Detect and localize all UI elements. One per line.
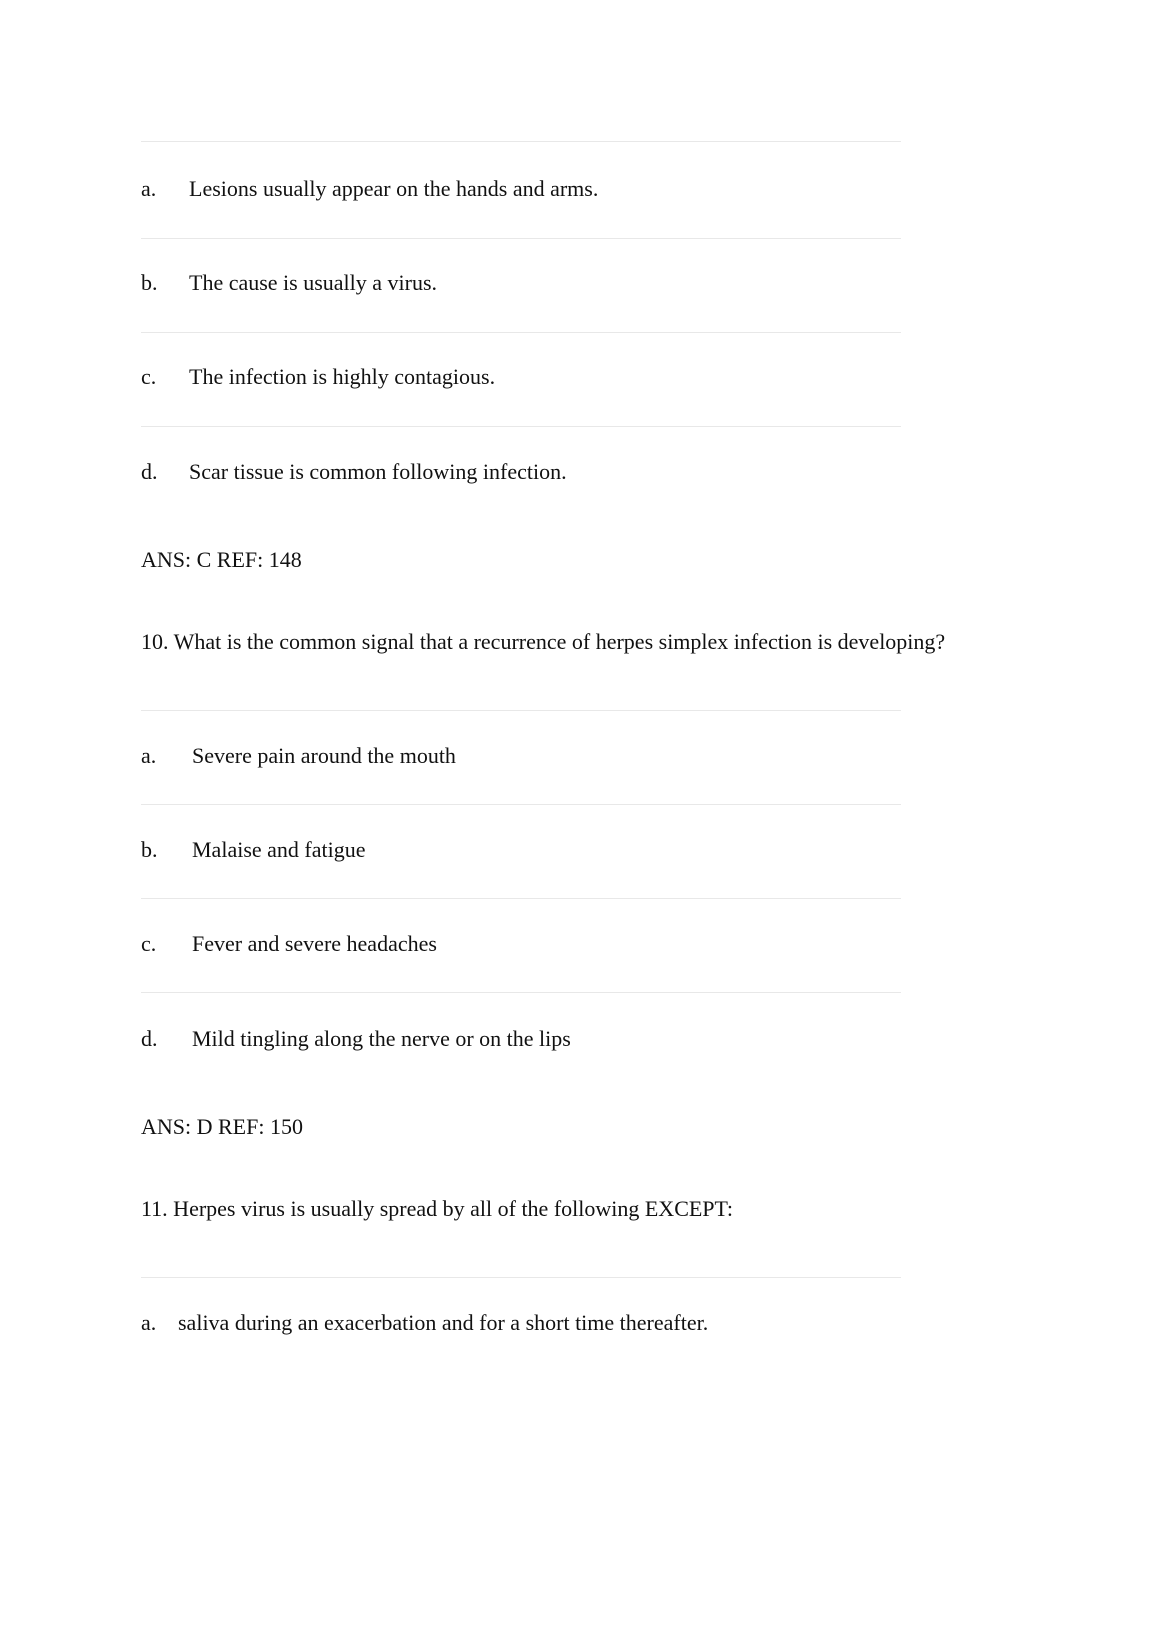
- option-text: Fever and severe headaches: [192, 931, 437, 956]
- option-text: The cause is usually a virus.: [189, 270, 438, 295]
- option-letter: c.: [141, 931, 157, 956]
- divider: [141, 898, 901, 899]
- option-text: Malaise and fatigue: [192, 837, 366, 862]
- option-letter: d.: [141, 459, 158, 484]
- option-text: saliva during an exacerbation and for a short time thereafter.: [178, 1310, 709, 1335]
- q10-answer: ANS: D REF: 150: [141, 1114, 303, 1139]
- q10-question: 10. What is the common signal that a recurrence of herpes simplex infection is developing?: [141, 629, 946, 654]
- divider: [141, 332, 901, 333]
- divider: [141, 238, 901, 239]
- option-text: Scar tissue is common following infection.: [189, 459, 567, 484]
- divider: [141, 426, 901, 427]
- option-letter: c.: [141, 364, 157, 389]
- divider: [141, 804, 901, 805]
- option-text: Mild tingling along the nerve or on the lips: [192, 1026, 571, 1051]
- option-letter: b.: [141, 837, 158, 862]
- option-text: Lesions usually appear on the hands and arms.: [189, 176, 599, 201]
- option-letter: b.: [141, 270, 158, 295]
- option-text: Severe pain around the mouth: [192, 743, 456, 768]
- divider: [141, 141, 901, 142]
- divider: [141, 992, 901, 993]
- divider: [141, 710, 901, 711]
- q11-question: 11. Herpes virus is usually spread by all of the following EXCEPT:: [141, 1196, 734, 1221]
- option-letter: a.: [141, 743, 157, 768]
- option-letter: a.: [141, 176, 157, 201]
- option-letter: a.: [141, 1310, 157, 1335]
- q9-answer: ANS: C REF: 148: [141, 547, 302, 572]
- option-text: The infection is highly contagious.: [189, 364, 496, 389]
- option-letter: d.: [141, 1026, 158, 1051]
- divider: [141, 1277, 901, 1278]
